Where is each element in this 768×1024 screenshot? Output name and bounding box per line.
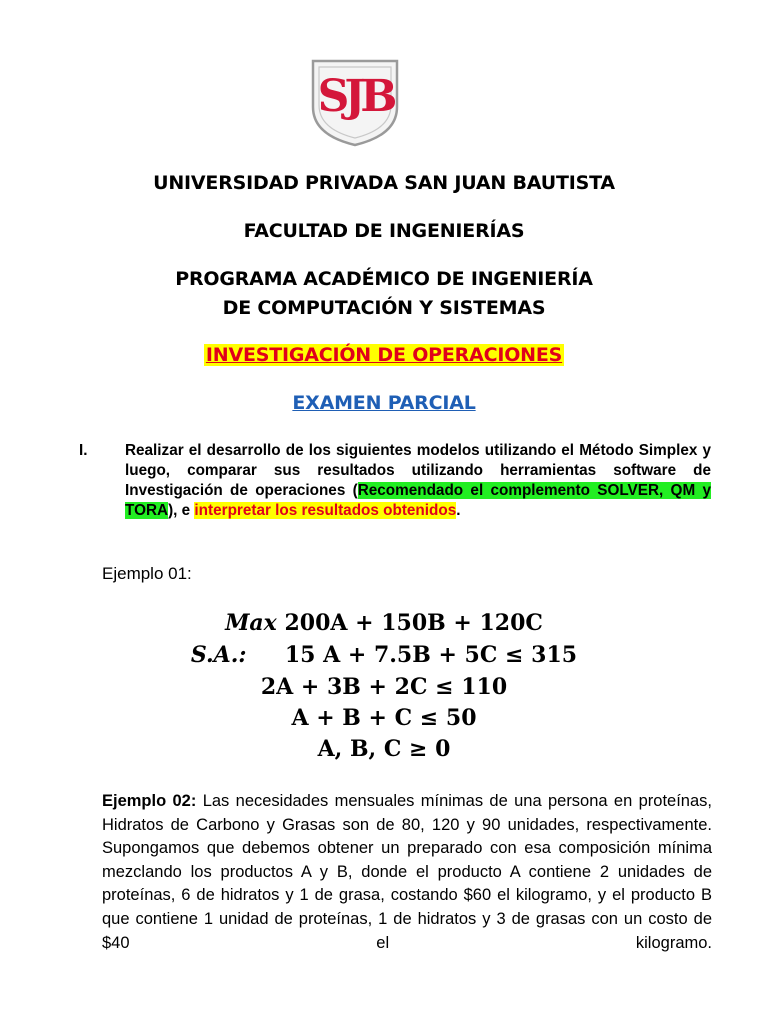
solver-recommendation: Recomendado el complemento SOLVER, QM y TORA [125,482,711,519]
objective-keyword: Max [225,610,277,636]
objective-expression: 200A + 150B + 120C [284,610,543,636]
instructions-part-c: . [456,502,461,519]
course-title [0,344,768,366]
university-name: UNIVERSIDAD PRIVADA SAN JUAN BAUTISTA [153,172,615,194]
example-1-label: Ejemplo 01: [102,564,192,583]
svg-text:SJB: SJB [317,71,393,122]
non-negativity-constraint: A, B, C ≥ 0 [317,736,451,762]
program-name-line2: DE COMPUTACIÓN Y SISTEMAS [222,297,546,319]
example-2-paragraph [102,790,712,955]
faculty-name: FACULTAD DE INGENIERÍAS [243,220,525,242]
course-title-text: INVESTIGACIÓN DE OPERACIONES [205,344,563,366]
program-name-line1: PROGRAMA ACADÉMICO DE INGENIERÍA [175,268,593,290]
example-2-text: Las necesidades mensuales mínimas de una persona en proteínas, Hidratos de Carbono y Grasas son de 80, 120 y 90 unidades, respectivamente. Supongamos que debemos obtener un preparado con esa composición mínima mezclando los productos A y B, donde el producto A contiene 2 unidades de proteínas, 6 de hidratos y 1 de grasa, costando $60 el kilogramo, y el producto B que contiene 1 unidad de proteínas, 1 de hidratos y 3 de grasas con un costo de $40 el kilogramo. [102,792,712,952]
constraint-1 [0,642,768,668]
constraint-2: 2A + 3B + 2C ≤ 110 [260,674,508,700]
exam-title [0,392,768,414]
section-instructions [79,441,711,521]
section-number: I. [79,442,88,459]
university-logo [309,55,401,147]
example-2-label: Ejemplo 02: [102,792,197,810]
instructions-text [125,441,711,521]
interpret-results-note: interpretar los resultados obtenidos [194,502,457,519]
instructions-part-b: ), e [168,502,195,519]
constraint-1-expression: 15 A + 7.5B + 5C ≤ 315 [284,642,578,668]
exam-title-text: EXAMEN PARCIAL [292,392,476,414]
objective-function [0,610,768,636]
instructions-part-a: Realizar el desarrollo de los siguientes modelos utilizando el Método Simplex y luego, comparar sus resultados utilizando herramientas software de Investigación de operaciones ( [125,442,711,499]
constraint-3: A + B + C ≤ 50 [291,705,477,731]
subject-to-label: S.A.: [190,642,247,668]
